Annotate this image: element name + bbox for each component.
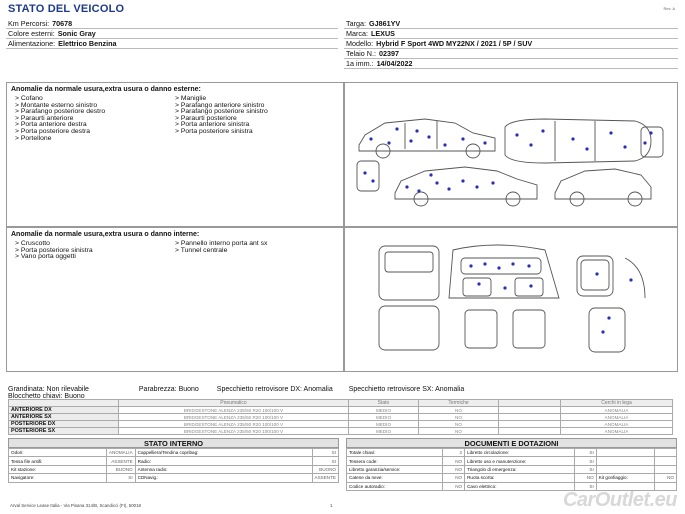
damage-column [175, 241, 335, 261]
table-cell: Navigatore: [9, 474, 107, 482]
vehicle-info-right [344, 19, 678, 69]
table-cell: NO [574, 474, 596, 482]
internal-damage-title: Anomalie da normale usura,extra usura o danno interne: [11, 231, 200, 238]
table-cell [499, 414, 561, 421]
table-cell: Antenna radio: [135, 465, 312, 473]
table-row [9, 428, 673, 435]
damage-item: > Porta anteriore sinistra [175, 122, 335, 129]
damage-item: > Cruscotto [15, 241, 175, 248]
table-cell [499, 428, 561, 435]
table-cell: BRIDGESTONE ALENZA 235/50 R20 100/100 V [119, 428, 349, 435]
car-exterior-diagram [345, 83, 679, 228]
table-cell: Cappelliera/Tendina copribag: [135, 449, 312, 457]
table-cell: Catene da neve: [347, 474, 443, 482]
column-header [499, 400, 561, 407]
table-cell: NO [443, 482, 465, 490]
revision-label: Rev. A [663, 6, 675, 11]
table-cell: NO [419, 407, 499, 414]
documenti-section [346, 438, 677, 491]
info-row: 1a imm.: 14/04/2022 [344, 59, 678, 69]
status-grandinata: Grandinata: Non rilevabile [8, 386, 89, 393]
page-number: 1 [330, 503, 333, 508]
table-cell: Radio: [135, 457, 312, 465]
info-row: Colore esterni: Sonic Gray [6, 29, 338, 39]
damage-item: > Paraurti anteriore [15, 116, 175, 123]
damage-item: > Maniglie [175, 96, 335, 103]
table-cell: MEDIO [349, 414, 419, 421]
table-cell: ANOMALIA [561, 414, 673, 421]
table-row [9, 474, 339, 482]
stato-interno-table [8, 448, 339, 483]
table-cell [655, 457, 677, 465]
table-row [9, 414, 673, 421]
table-cell: BUONO [106, 465, 135, 473]
table-row [347, 449, 677, 457]
info-row: Marca: LEXUS [344, 29, 678, 39]
table-cell: Kit stazione: [9, 465, 107, 473]
damage-item: > Tunnel centrale [175, 248, 335, 255]
table-cell: NO [419, 414, 499, 421]
table-cell: ANOMALIA [106, 449, 135, 457]
table-cell: BRIDGESTONE ALENZA 235/50 R20 100/100 V [119, 414, 349, 421]
damage-item: > Parafango posteriore destro [15, 109, 175, 116]
table-cell: Triangolo di emergenza: [465, 465, 575, 473]
table-cell: Libretto uso e manutenzione: [465, 457, 575, 465]
table-cell: Totale chiavi: [347, 449, 443, 457]
status-specchietto-dx: Specchietto retrovisore DX: Anomalia [216, 386, 333, 393]
table-cell: BUONO [312, 465, 338, 473]
column-header: Stato [349, 400, 419, 407]
column-header [9, 400, 119, 407]
table-cell: SI [574, 457, 596, 465]
table-cell: SI [312, 449, 338, 457]
damage-column [15, 96, 175, 142]
table-cell [655, 449, 677, 457]
table-row [9, 449, 339, 457]
table-cell [655, 465, 677, 473]
tyres-table [8, 399, 673, 435]
table-cell: Cavo elettrico: [465, 482, 575, 490]
table-cell: ANTERIORE SX [9, 414, 119, 421]
damage-column [15, 241, 175, 261]
damage-item: > Vano porta oggetti [15, 254, 175, 261]
info-row: Modello: Hybrid F Sport 4WD MY22NX / 2021 / 5P / SUV [344, 39, 678, 49]
table-cell: ASSENTE [106, 457, 135, 465]
table-cell: ANOMALIA [561, 407, 673, 414]
table-cell [499, 421, 561, 428]
watermark-logo: CarOutlet.eu [562, 489, 677, 511]
damage-item: > Parafango posteriore sinistro [175, 109, 335, 116]
table-cell: BRIDGESTONE ALENZA 235/50 R20 100/100 V [119, 407, 349, 414]
table-row [347, 474, 677, 482]
external-diagram-box [344, 82, 678, 227]
table-cell: Ruota scorta: [465, 474, 575, 482]
table-header [9, 400, 673, 407]
table-cell: SI [574, 449, 596, 457]
damage-item: > Pannello interno porta ant sx [175, 241, 335, 248]
table-cell: Kit gonfiaggio: [596, 474, 654, 482]
footer-company: Arval Service Lease Italia - Via Pisana 314/B, Scandicci (FI), 50018 [10, 503, 141, 508]
damage-item: > Parafango anteriore sinistro [175, 103, 335, 110]
table-cell: Codice autoradio: [347, 482, 443, 490]
table-row [9, 407, 673, 414]
table-cell: NO [419, 421, 499, 428]
damage-item: > Montante esterno sinistro [15, 103, 175, 110]
table-cell: SI [574, 465, 596, 473]
internal-damage-list [7, 240, 343, 262]
table-cell: Odori: [9, 449, 107, 457]
damage-column [175, 96, 335, 142]
table-cell: ANOMALIA [561, 421, 673, 428]
table-cell: ANOMALIA [561, 428, 673, 435]
damage-item: > Porta posteriore sinistra [15, 248, 175, 255]
table-cell [499, 407, 561, 414]
table-row [9, 421, 673, 428]
table-cell: NO [443, 457, 465, 465]
internal-damage-box [6, 227, 344, 372]
damage-item: > Porta posteriore destra [15, 129, 175, 136]
table-cell: NO [655, 474, 677, 482]
table-cell: Tessa file antifi: [9, 457, 107, 465]
damage-item: > Cofano [15, 96, 175, 103]
stato-interno-section [8, 438, 339, 483]
table-cell: SI [312, 457, 338, 465]
vehicle-info-left [6, 19, 338, 49]
table-cell [596, 465, 654, 473]
internal-diagram-box [344, 227, 678, 372]
external-damage-box [6, 82, 344, 227]
external-damage-title: Anomalie da normale usura,extra usura o danno esterne: [11, 86, 201, 93]
damage-item: > Paraurti posteriore [175, 116, 335, 123]
table-cell: MEDIO [349, 407, 419, 414]
table-cell [596, 449, 654, 457]
damage-item: > Porta anteriore destra [15, 122, 175, 129]
table-cell: SI [106, 474, 135, 482]
info-row: Targa: GJ861YV [344, 19, 678, 29]
table-cell: ANTERIORE DX [9, 407, 119, 414]
table-cell: ASSENTE [312, 474, 338, 482]
column-header: Cerchi in lega [561, 400, 673, 407]
damage-item: > Porta posteriore sinistra [175, 129, 335, 136]
table-row [347, 465, 677, 473]
documenti-title: DOCUMENTI E DOTAZIONI [346, 438, 677, 448]
page-title: STATO DEL VEICOLO [8, 3, 125, 15]
stato-interno-title: STATO INTERNO [8, 438, 339, 448]
table-cell [596, 457, 654, 465]
table-cell: CDNavig.: [135, 474, 312, 482]
status-parabrezza: Parabrezza: Buono [138, 386, 199, 393]
column-header: Pneumatico [119, 400, 349, 407]
table-cell: POSTERIORE DX [9, 421, 119, 428]
external-damage-list [7, 95, 343, 143]
table-row [9, 465, 339, 473]
table-row [347, 457, 677, 465]
table-cell: BRIDGESTONE ALENZA 235/50 R20 100/100 V [119, 421, 349, 428]
table-cell: Libretto circolazione: [465, 449, 575, 457]
info-row: Alimentazione: Elettrico Benzina [6, 39, 338, 49]
info-row: Km Percorsi: 70678 [6, 19, 338, 29]
table-cell: MEDIO [349, 428, 419, 435]
info-row: Telaio N.: 02397 [344, 49, 678, 59]
column-header: Termiche [419, 400, 499, 407]
table-cell: 2 [443, 449, 465, 457]
table-cell: NO [443, 474, 465, 482]
documenti-table [346, 448, 677, 491]
damage-item: > Portellone [15, 136, 175, 143]
table-cell: NO [443, 465, 465, 473]
car-interior-diagram [345, 228, 679, 373]
table-cell: SI [574, 482, 596, 490]
table-cell: NO [419, 428, 499, 435]
table-cell: MEDIO [349, 421, 419, 428]
table-cell: Libretto garanzia/service: [347, 465, 443, 473]
table-row [9, 457, 339, 465]
status-specchietto-sx: Specchietto retrovisore SX: Anomalia [348, 386, 465, 393]
table-cell: Tessera code: [347, 457, 443, 465]
status-line-2: Blocchetto chiavi: Buono [8, 393, 85, 400]
table-cell: POSTERIORE SX [9, 428, 119, 435]
status-line-1 [8, 386, 478, 393]
